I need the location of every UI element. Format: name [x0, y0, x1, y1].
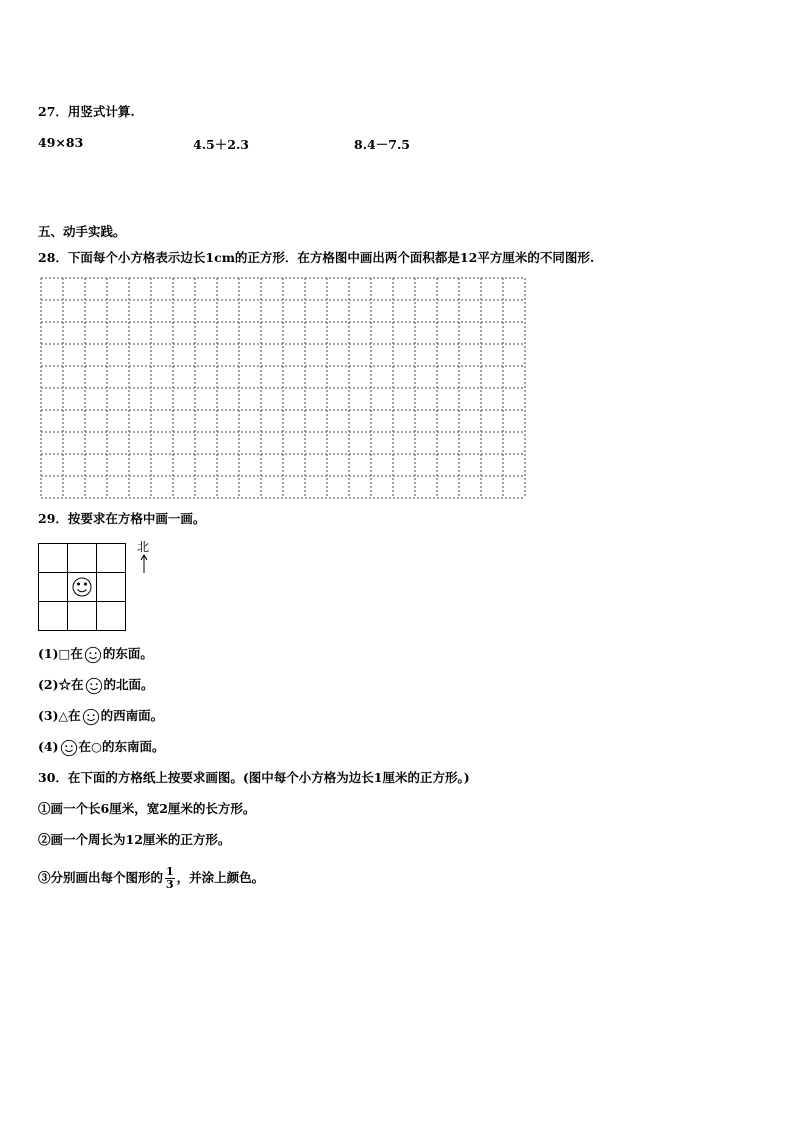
north-arrow-icon	[139, 554, 149, 574]
fraction-numerator: 1	[166, 865, 174, 878]
q29-item-1-prefix: (1)□在	[38, 646, 83, 661]
smiley-icon	[82, 708, 100, 726]
fraction	[165, 866, 175, 891]
question-30-title: 30．在下面的方格纸上按要求画图。(图中每个小方格为边长1厘米的正方形。)	[38, 770, 470, 785]
dotted-grid	[40, 277, 528, 499]
direction-grid	[38, 543, 128, 633]
fraction-denominator: 3	[166, 878, 174, 891]
q30-item-3-suffix: ，并涂上颜色。	[176, 870, 265, 885]
smiley-icon	[85, 677, 103, 695]
q30-item-3	[38, 866, 264, 891]
q29-item-2-suffix: 的北面。	[103, 677, 154, 692]
q29-item-4-suffix: 在○的东南面。	[78, 739, 165, 754]
q29-item-3-prefix: (3)△在	[38, 708, 81, 723]
q29-item-1	[38, 645, 153, 664]
q29-item-2	[38, 676, 154, 695]
question-27-title: 27．用竖式计算.	[38, 104, 135, 119]
expression-2: 4.5＋2.3	[193, 137, 249, 152]
q29-item-4	[38, 738, 164, 757]
q29-item-3	[38, 707, 163, 726]
q29-item-4-prefix: (4)	[38, 739, 59, 754]
q29-item-2-prefix: (2)☆在	[38, 677, 84, 692]
question-29-title: 29．按要求在方格中画一画。	[38, 511, 206, 526]
section-title: 五、动手实践。	[38, 224, 126, 239]
smiley-icon	[84, 646, 102, 664]
smiley-icon	[60, 739, 78, 757]
question-28-title: 28．下面每个小方格表示边长1cm的正方形．在方格图中画出两个面积都是12平方厘米的不同图形.	[38, 250, 595, 265]
q30-item-3-prefix: ③分别画出每个图形的	[38, 870, 164, 885]
expression-3: 8.4－7.5	[354, 137, 410, 152]
expression-1: 49×83	[38, 135, 84, 150]
north-label: 北	[137, 540, 150, 554]
smiley-icon	[73, 578, 91, 596]
q29-item-1-suffix: 的东面。	[102, 646, 153, 661]
q29-item-3-suffix: 的西南面。	[100, 708, 164, 723]
q30-item-1: ①画一个长6厘米，宽2厘米的长方形。	[38, 801, 256, 816]
q30-item-2: ②画一个周长为12厘米的正方形。	[38, 832, 231, 847]
